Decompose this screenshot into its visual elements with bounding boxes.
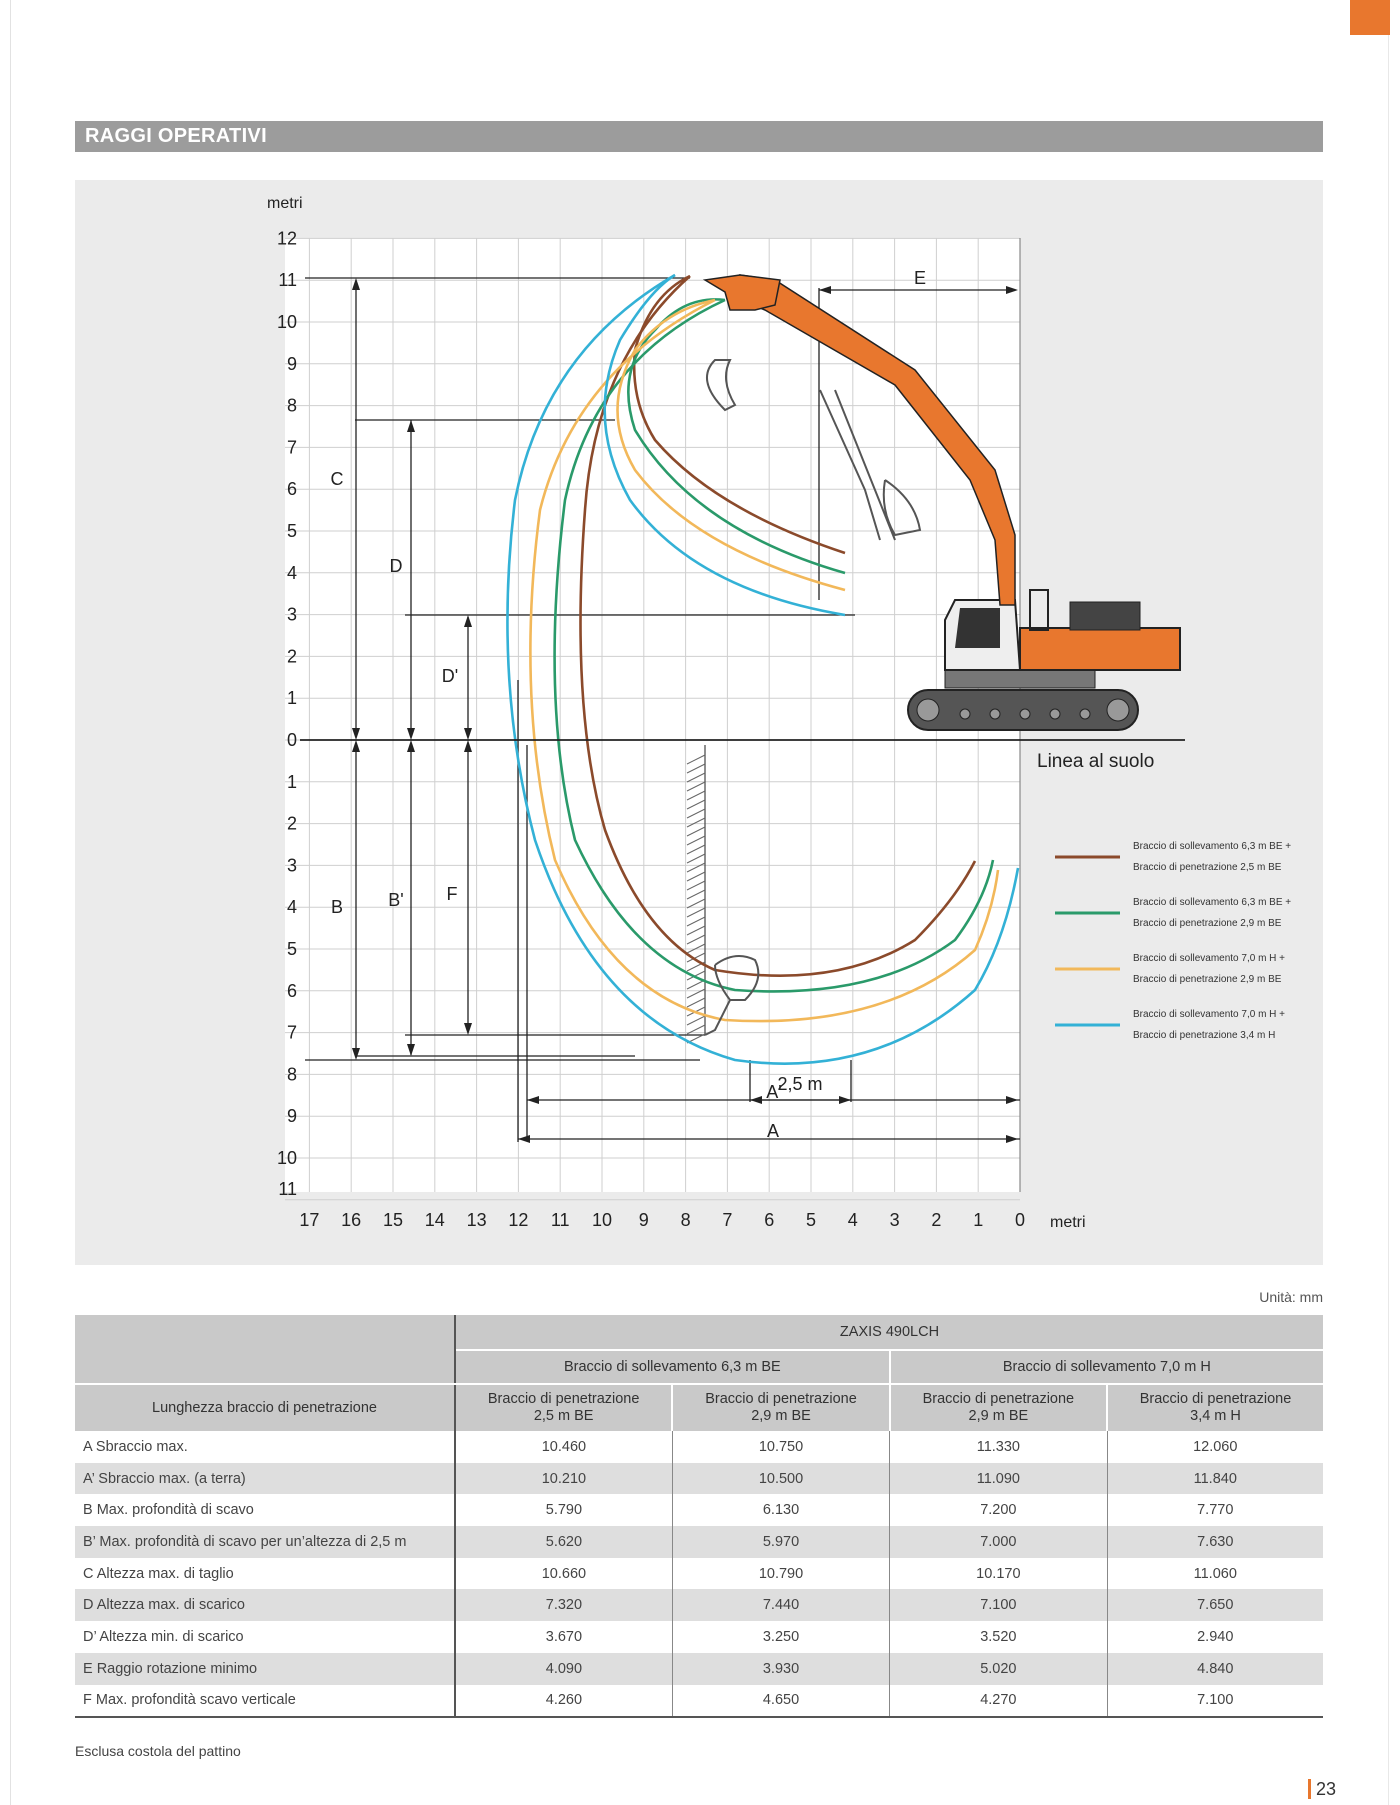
table-row	[75, 1685, 1323, 1718]
y-tick-label: 5	[286, 939, 297, 959]
table-cell: 11.840	[1107, 1463, 1323, 1495]
table-header-row-model	[75, 1315, 1323, 1350]
row-label: B’ Max. profondità di scavo per un’altezza di 2,5 m	[75, 1526, 455, 1558]
x-tick-label: 14	[424, 1210, 445, 1230]
x-tick-label: 4	[847, 1210, 858, 1230]
boom-group-header: Braccio di sollevamento 7,0 m H	[890, 1350, 1323, 1384]
row-label: B Max. profondità di scavo	[75, 1494, 455, 1526]
x-tick-label: 8	[680, 1210, 691, 1230]
legend-text-line1: Braccio di sollevamento 7,0 m H +	[1133, 1009, 1286, 1020]
table-row	[75, 1589, 1323, 1621]
y-tick-label: 5	[286, 521, 297, 541]
table-cell: 3.250	[672, 1621, 889, 1653]
model-header: ZAXIS 490LCH	[455, 1315, 1323, 1350]
x-tick-label: 5	[805, 1210, 817, 1230]
page-number: 23	[1308, 1779, 1336, 1799]
excavator-body	[1020, 628, 1180, 670]
arm-column-header	[672, 1384, 889, 1431]
section-title: RAGGI OPERATIVI	[75, 121, 1323, 152]
y-tick-label: 3	[286, 855, 297, 876]
y-tick-label: 4	[286, 897, 297, 918]
row-label: D’ Altezza min. di scarico	[75, 1621, 455, 1653]
header-corner	[75, 1315, 455, 1384]
arm-column-header	[455, 1384, 672, 1431]
x-tick-label: 16	[341, 1210, 362, 1230]
legend-item	[1055, 841, 1291, 873]
y-tick-label: 3	[286, 604, 297, 625]
table-cell: 10.790	[672, 1558, 889, 1590]
footnote: Esclusa costola del pattino	[75, 1743, 241, 1759]
x-tick-label: 1	[973, 1210, 984, 1230]
label-bprime: B'	[388, 890, 404, 910]
spec-table-body	[75, 1431, 1323, 1717]
legend-text-line1: Braccio di sollevamento 6,3 m BE +	[1133, 841, 1292, 852]
legend-item	[1055, 953, 1285, 985]
row-label: A Sbraccio max.	[75, 1431, 455, 1463]
arm-col-line1: Braccio di penetrazione	[922, 1391, 1075, 1407]
ground-label: Linea al suolo	[1037, 751, 1155, 772]
table-cell: 7.650	[1107, 1589, 1323, 1621]
x-tick-label: 12	[508, 1210, 529, 1230]
excavator-cab-window	[955, 608, 1000, 648]
boom-group-header: Braccio di sollevamento 6,3 m BE	[455, 1350, 890, 1384]
x-tick-label: 10	[591, 1210, 613, 1230]
table-header-row-arm	[75, 1384, 1323, 1431]
x-tick-label: 9	[638, 1210, 649, 1230]
table-row	[75, 1621, 1323, 1653]
row-label: D Altezza max. di scarico	[75, 1589, 455, 1621]
legend-text-line2: Braccio di penetrazione 2,9 m BE	[1133, 918, 1282, 929]
table-row	[75, 1494, 1323, 1526]
table-cell: 5.620	[455, 1526, 672, 1558]
arm-col-line2: 2,5 m BE	[533, 1408, 594, 1424]
table-cell: 7.320	[455, 1589, 672, 1621]
y-tick-label: 6	[286, 479, 297, 500]
y-tick-label: 1	[286, 688, 297, 709]
y-tick-label: 12	[276, 228, 297, 249]
label-c: C	[330, 469, 344, 489]
table-cell: 7.200	[890, 1494, 1107, 1526]
x-tick-label: 6	[764, 1210, 775, 1230]
table-cell: 10.460	[541, 1438, 587, 1455]
excavator-undercarriage	[945, 670, 1095, 688]
x-tick-label: 13	[466, 1210, 487, 1230]
table-cell: 3.930	[672, 1653, 889, 1685]
y-tick-label: 2	[286, 646, 297, 667]
x-tick-label: 0	[1014, 1210, 1026, 1230]
table-cell: 10.170	[890, 1558, 1107, 1590]
x-tick-label: 2	[931, 1210, 942, 1230]
table-cell: 7.100	[1107, 1685, 1323, 1718]
legend-text-line1: Braccio di sollevamento 7,0 m H +	[1133, 953, 1286, 964]
excavator-engine	[1070, 602, 1140, 630]
y-tick-label: 7	[286, 1022, 297, 1043]
table-row	[75, 1431, 1323, 1463]
spec-table	[75, 1315, 1323, 1718]
table-cell: 10.750	[672, 1431, 889, 1463]
table-cell: 3.520	[890, 1621, 1107, 1653]
label-dprime: D'	[441, 666, 459, 686]
table-cell: 5.790	[545, 1502, 583, 1519]
table-cell: 7.630	[1107, 1526, 1323, 1558]
arm-col-line2: 2,9 m BE	[968, 1408, 1029, 1424]
working-ranges-diagram	[75, 180, 1323, 1265]
arm-col-line2: 3,4 m H	[1190, 1408, 1241, 1424]
label-bucket-width: 2,5 m	[777, 1074, 823, 1094]
table-cell: 4.090	[455, 1653, 672, 1685]
table-row	[75, 1463, 1323, 1495]
table-cell: 6.130	[672, 1494, 889, 1526]
y-tick-label: 6	[286, 980, 297, 1001]
table-cell: 12.060	[1107, 1431, 1323, 1463]
y-axis-unit: metri	[267, 195, 303, 212]
table-row	[75, 1653, 1323, 1685]
y-tick-label: 1	[286, 771, 297, 792]
row-label: A’ Sbraccio max. (a terra)	[75, 1463, 455, 1495]
y-tick-label: 10	[276, 1148, 297, 1168]
label-f: F	[446, 884, 458, 904]
x-tick-label: 17	[299, 1210, 320, 1230]
table-cell: 11.330	[890, 1431, 1107, 1463]
orange-corner-tab	[1350, 0, 1390, 35]
arm-col-line1: Braccio di penetrazione	[1139, 1391, 1292, 1407]
table-cell: 11.090	[890, 1463, 1107, 1495]
y-tick-label: 9	[286, 353, 297, 374]
arm-col-line1: Braccio di penetrazione	[705, 1391, 857, 1407]
legend-item	[1055, 1009, 1285, 1041]
table-cell: 4.270	[890, 1685, 1107, 1718]
label-d: D	[389, 556, 403, 576]
table-cell: 5.970	[672, 1526, 889, 1558]
legend-text-line2: Braccio di penetrazione 2,9 m BE	[1133, 974, 1282, 985]
x-tick-label: 11	[550, 1210, 570, 1230]
arm-col-line2: 2,9 m BE	[751, 1408, 811, 1424]
y-tick-label: 10	[276, 312, 297, 332]
table-cell: 10.500	[672, 1463, 889, 1495]
table-cell: 11.060	[1107, 1558, 1323, 1590]
table-cell: 10.660	[541, 1565, 587, 1582]
label-a: A	[766, 1121, 780, 1141]
diagram-svg	[75, 180, 1323, 1265]
table-cell: 5.020	[890, 1653, 1107, 1685]
label-b: B	[330, 897, 344, 917]
y-tick-label: 9	[286, 1106, 297, 1127]
table-cell: 7.000	[890, 1526, 1107, 1558]
legend-text-line2: Braccio di penetrazione 3,4 m H	[1133, 1030, 1276, 1041]
row-label: F Max. profondità scavo verticale	[75, 1685, 455, 1718]
table-cell: 4.840	[1107, 1653, 1323, 1685]
x-axis-ticks	[299, 1210, 1025, 1230]
table-cell: 7.770	[1107, 1494, 1323, 1526]
table-row	[75, 1558, 1323, 1590]
table-cell: 7.100	[890, 1589, 1107, 1621]
row-header-label: Lunghezza braccio di penetrazione	[75, 1384, 455, 1431]
legend-text-line2: Braccio di penetrazione 2,5 m BE	[1133, 862, 1282, 873]
table-cell: 2.940	[1107, 1621, 1323, 1653]
y-tick-label: 7	[286, 437, 297, 458]
table-cell: 4.260	[455, 1685, 672, 1718]
arm-col-line1: Braccio di penetrazione	[487, 1391, 640, 1407]
legend-text-line1: Braccio di sollevamento 6,3 m BE +	[1133, 897, 1292, 908]
table-row	[75, 1526, 1323, 1558]
page-edge-right	[1388, 0, 1389, 1805]
row-label: C Altezza max. di taglio	[75, 1558, 455, 1590]
table-cell: 4.650	[672, 1685, 889, 1718]
y-tick-label: 11	[278, 1179, 297, 1199]
table-cell: 10.210	[455, 1463, 672, 1495]
y-tick-label: 4	[286, 562, 297, 583]
x-tick-label: 7	[722, 1210, 733, 1230]
x-tick-label: 15	[382, 1210, 404, 1230]
label-aprime: A'	[766, 1082, 782, 1102]
x-axis-unit: metri	[1050, 1214, 1086, 1231]
unit-note: Unità: mm	[1259, 1289, 1323, 1305]
arm-column-header	[1107, 1384, 1323, 1431]
table-cell: 7.440	[672, 1589, 889, 1621]
y-tick-label: 0	[286, 730, 297, 750]
y-tick-label: 2	[286, 813, 297, 834]
y-tick-label: 8	[286, 395, 297, 416]
row-label: E Raggio rotazione minimo	[75, 1653, 455, 1685]
y-tick-label: 8	[286, 1064, 297, 1085]
legend-item	[1055, 897, 1291, 929]
x-tick-label: 3	[889, 1210, 900, 1230]
arm-column-header	[890, 1384, 1107, 1431]
label-e: E	[913, 268, 927, 288]
y-tick-label: 11	[278, 270, 297, 291]
table-cell: 3.670	[545, 1628, 583, 1645]
legend	[1055, 841, 1291, 1041]
page-edge-left	[10, 0, 11, 1805]
